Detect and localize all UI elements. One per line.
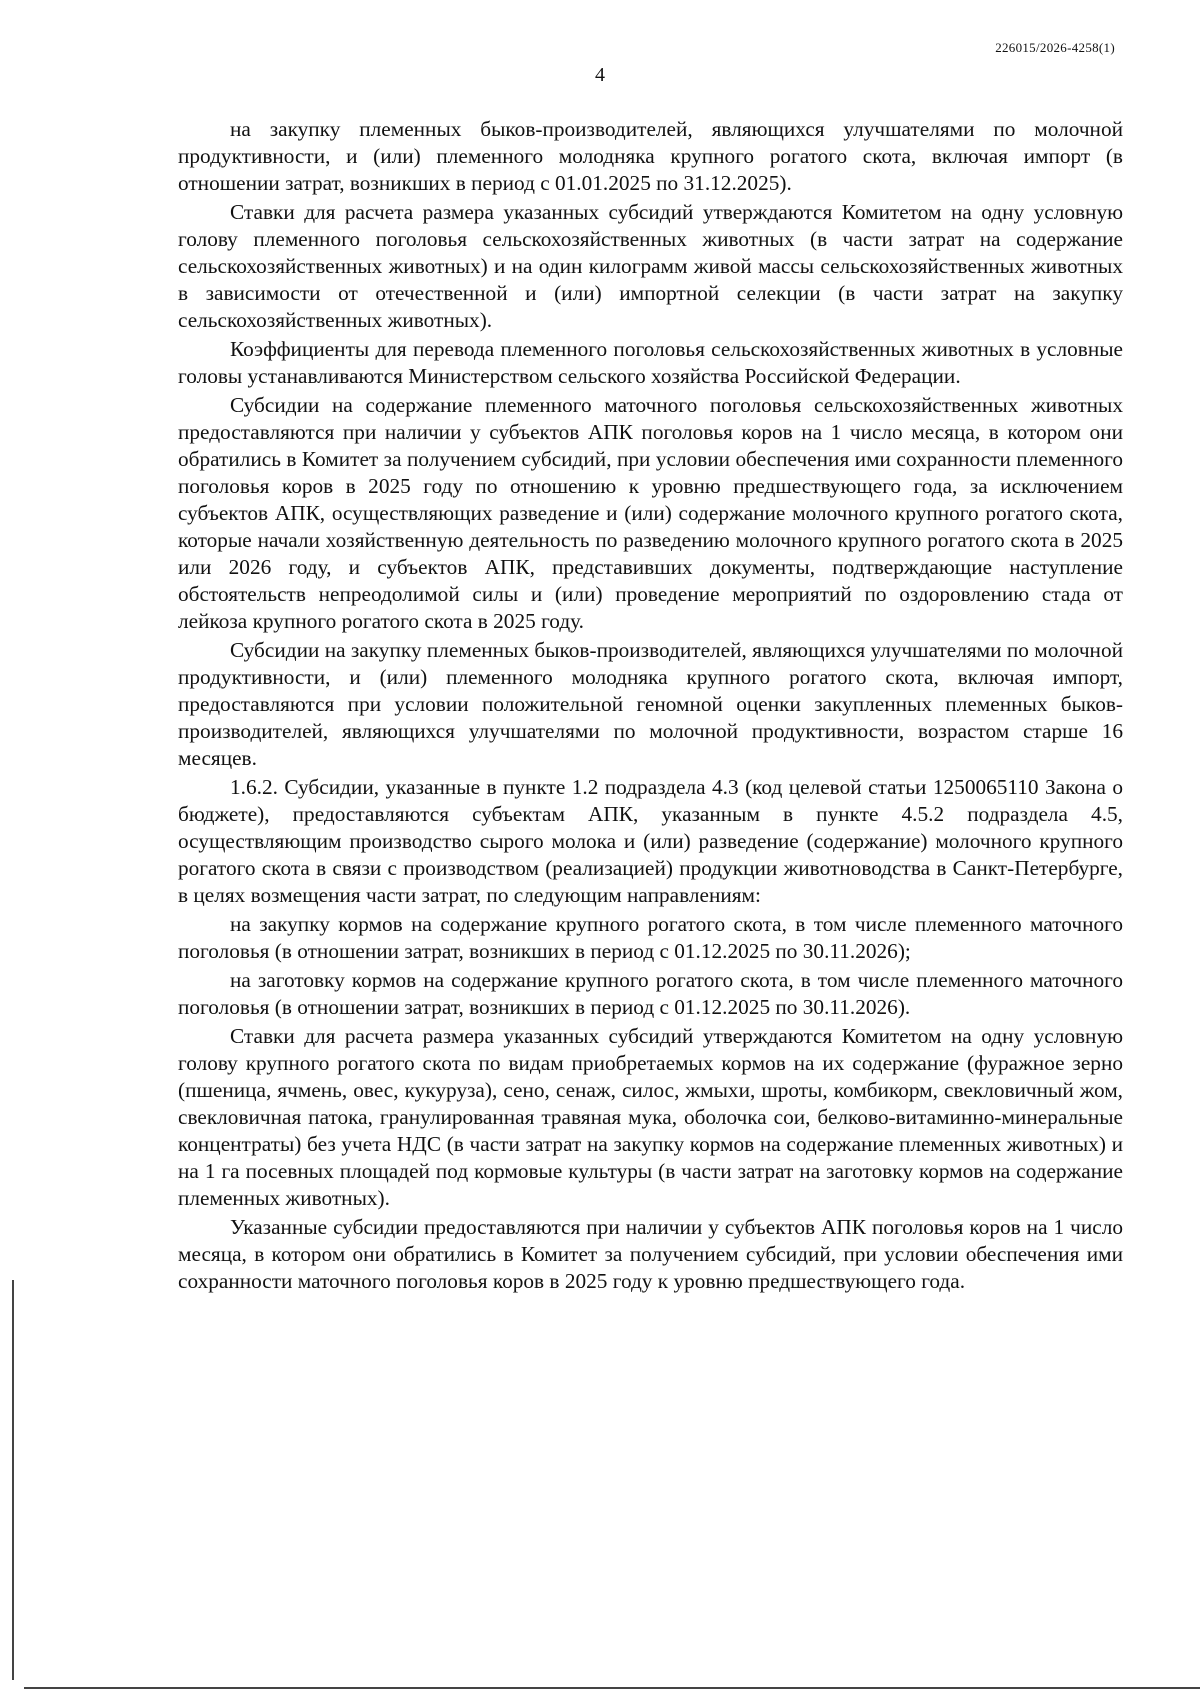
paragraph: на закупку племенных быков-производителей, являющихся улучшателями по молочной продуктивности, и (или) племенного молодняка крупного рогатого скота, включая импорт (в отношении затрат, возникших в период с 01.01.2025 по 31.12.2025). — [178, 117, 1123, 195]
paragraph: на заготовку кормов на содержание крупного рогатого скота, в том числе племенного маточного поголовья (в отношении затрат, возникших в период с 01.12.2025 по 30.11.2026). — [178, 968, 1123, 1019]
paragraph: Коэффициенты для перевода племенного поголовья сельскохозяйственных животных в условные головы устанавливаются Министерством сельского хозяйства Российской Федерации. — [178, 337, 1123, 388]
paragraph: на закупку кормов на содержание крупного рогатого скота, в том числе племенного маточного поголовья (в отношении затрат, возникших в период с 01.12.2025 по 30.11.2026); — [178, 912, 1123, 963]
page-number: 4 — [595, 64, 605, 86]
paragraph: Субсидии на закупку племенных быков-производителей, являющихся улучшателями по молочной продуктивности, и (или) племенного молодняка крупного рогатого скота, включая импорт, предоставляются при условии положительной геномной оценки закупленных племенных быков-производителей, являющихся улучшателями по молочной продуктивности, возрастом старше 16 месяцев. — [178, 638, 1123, 770]
document-body — [178, 116, 1123, 1297]
paragraph: Ставки для расчета размера указанных субсидий утверждаются Комитетом на одну условную голову племенного поголовья сельскохозяйственных животных (в части затрат на содержание сельскохозяйственных животных) и на один килограмм живой массы сельскохозяйственных животных в зависимости от отечественной и (или) импортной селекции (в части затрат на закупку сельскохозяйственных животных). — [178, 200, 1123, 332]
document-registration-number: 226015/2026-4258(1) — [995, 40, 1115, 55]
paragraph: 1.6.2. Субсидии, указанные в пункте 1.2 подраздела 4.3 (код целевой статьи 1250065110 Закона о бюджете), предоставляются субъектам АПК, указанным в пункте 4.5.2 подраздела 4.5, осуществляющим производство сырого молока и (или) разведение (содержание) молочного крупного рогатого скота в связи с производством (реализацией) продукции животноводства в Санкт-Петербурге, в целях возмещения части затрат, по следующим направлениям: — [178, 775, 1123, 907]
scan-left-edge — [12, 1280, 14, 1680]
paragraph: Указанные субсидии предоставляются при наличии у субъектов АПК поголовья коров на 1 число месяца, в котором они обратились в Комитет за получением субсидий, при условии обеспечения ими сохранности маточного поголовья коров в 2025 году к уровню предшествующего года. — [178, 1215, 1123, 1293]
paragraph: Субсидии на содержание племенного маточного поголовья сельскохозяйственных животных предоставляются при наличии у субъектов АПК поголовья коров на 1 число месяца, в котором они обратились в Комитет за получением субсидий, при условии обеспечения ими сохранности племенного поголовья коров в 2025 году по отношению к уровню предшествующего года, за исключением субъектов АПК, осуществляющих разведение и (или) содержание молочного крупного рогатого скота, которые начали хозяйственную деятельность по разведению молочного крупного рогатого скота в 2025 или 2026 году, и субъектов АПК, представивших документы, подтверждающие наступление обстоятельств непреодолимой силы и (или) проведение мероприятий по оздоровлению стада от лейкоза крупного рогатого скота в 2025 году. — [178, 393, 1123, 633]
scan-bottom-edge — [24, 1687, 1200, 1689]
paragraph: Ставки для расчета размера указанных субсидий утверждаются Комитетом на одну условную голову крупного рогатого скота по видам приобретаемых кормов на их содержание (фуражное зерно (пшеница, ячмень, овес, кукуруза), сено, сенаж, силос, жмыхи, шроты, комбикорм, свекловичный жом, свекловичная патока, гранулированная травяная мука, оболочка сои, белково-витаминно-минеральные концентраты) без учета НДС (в части затрат на закупку кормов на содержание племенных животных) и на 1 га посевных площадей под кормовые культуры (в части затрат на заготовку кормов на содержание племенных животных). — [178, 1024, 1123, 1210]
